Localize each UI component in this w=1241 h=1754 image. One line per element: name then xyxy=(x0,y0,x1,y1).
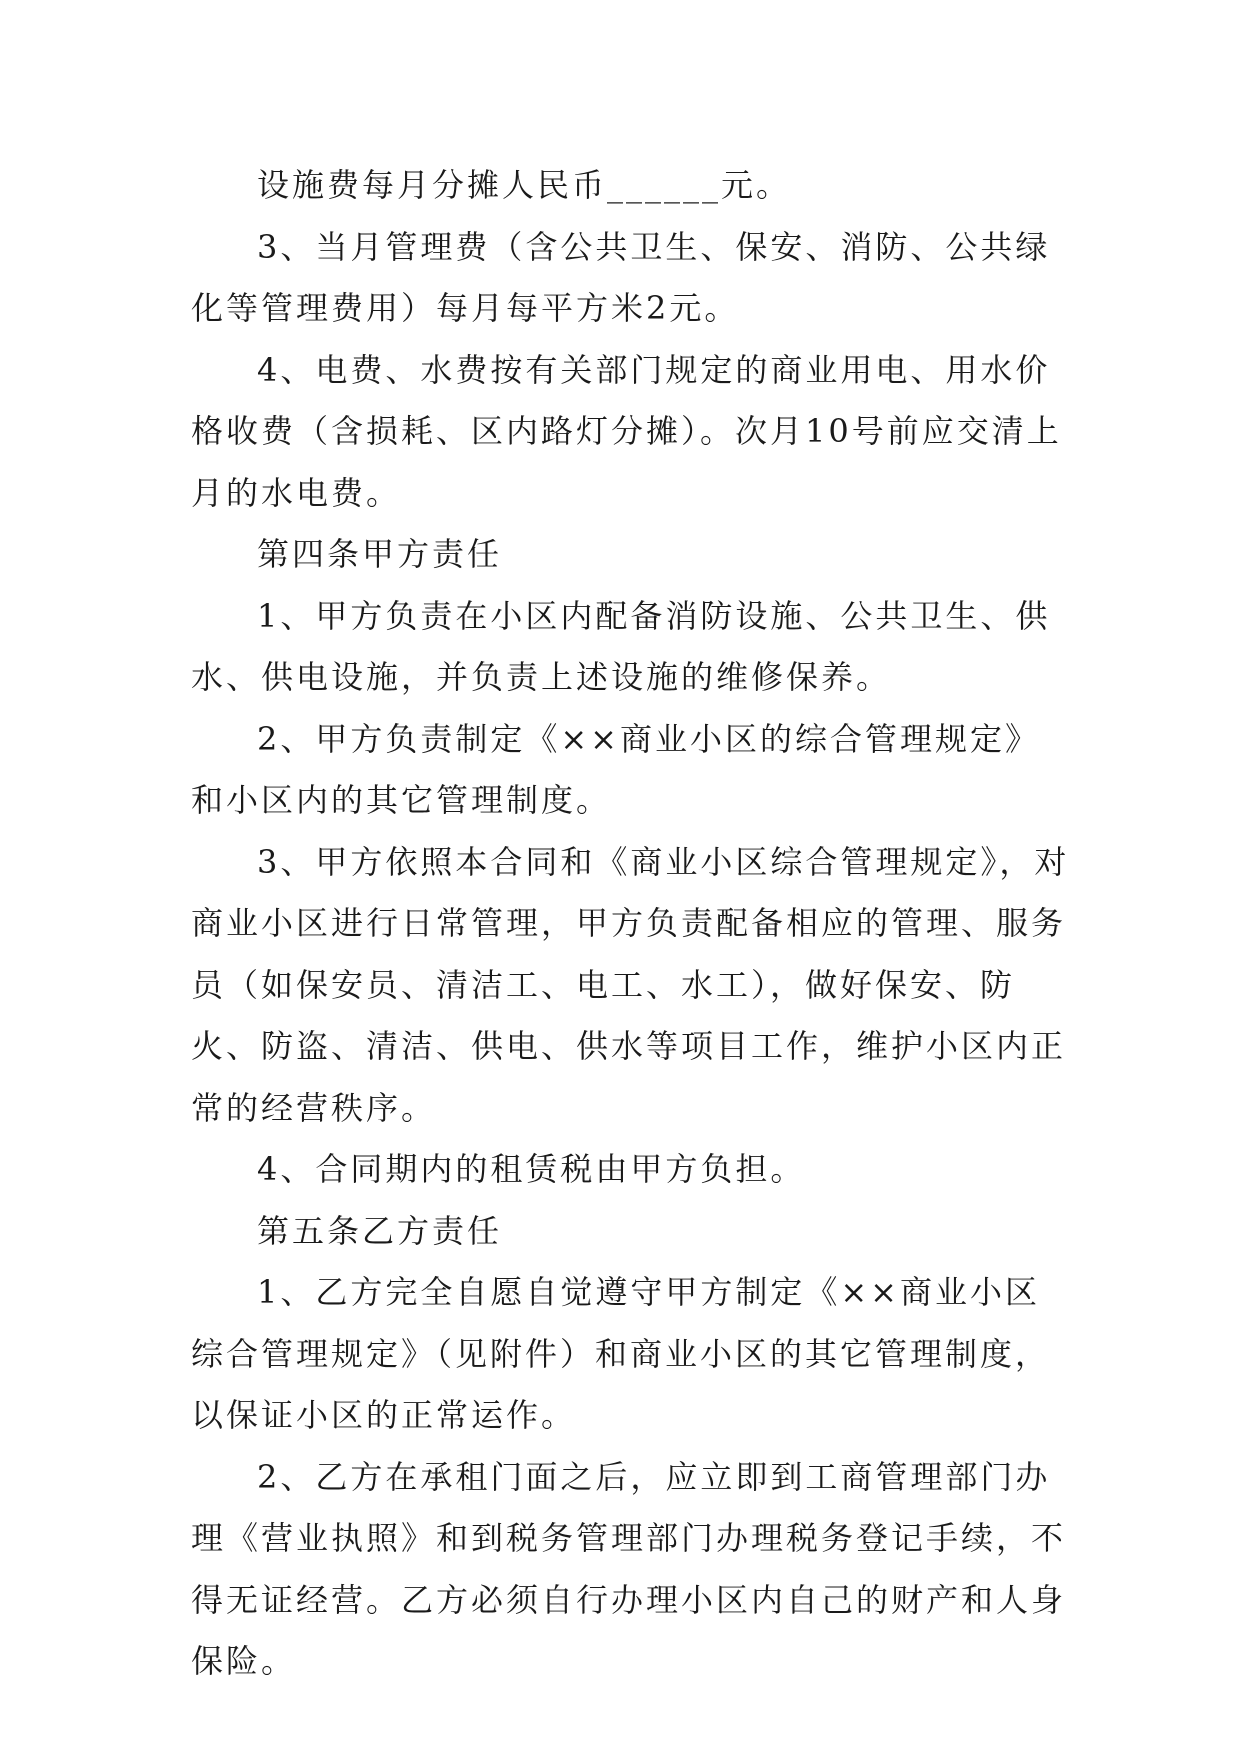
paragraph-party-b-item-2: 2、乙方在承租门面之后，应立即到工商管理部门办理《营业执照》和到税务管理部门办理税务登记手续，不得无证经营。乙方必须自行办理小区内自己的财产和人身保险。 xyxy=(191,1457,1067,1680)
paragraph-party-a-item-3: 3、甲方依照本合同和《商业小区综合管理规定》，对商业小区进行日常管理，甲方负责配备相应的管理、服务员（如保安员、清洁工、电工、水工），做好保安、防火、防盗、清洁、供电、供水等项目工作，维护小区内正常的经营秩序。 xyxy=(191,842,1070,1127)
section-heading-article-4: 第四条甲方责任 xyxy=(257,535,503,573)
paragraph-party-b-item-1: 1、乙方完全自愿自觉遵守甲方制定《××商业小区综合管理规定》（见附件）和商业小区的其它管理制度，以保证小区的正常运作。 xyxy=(191,1273,1051,1434)
paragraph-party-a-item-1: 1、甲方负责在小区内配备消防设施、公共卫生、供水、供电设施，并负责上述设施的维修保养。 xyxy=(191,596,1051,696)
paragraph-facility-fee: 设施费每月分摊人民币______元。 xyxy=(257,166,792,204)
paragraph-utility-fee: 4、电费、水费按有关部门规定的商业用电、用水价格收费（含损耗、区内路灯分摊）。次月10号前应交清上月的水电费。 xyxy=(191,350,1062,512)
paragraph-party-a-item-4: 4、合同期内的租赁税由甲方负担。 xyxy=(257,1150,806,1188)
paragraph-party-a-item-2: 2、甲方负责制定《××商业小区的综合管理规定》和小区内的其它管理制度。 xyxy=(191,719,1040,819)
paragraph-management-fee: 3、当月管理费（含公共卫生、保安、消防、公共绿化等管理费用）每月每平方米2元。 xyxy=(191,227,1051,327)
section-heading-article-5: 第五条乙方责任 xyxy=(257,1211,503,1250)
contract-body xyxy=(191,155,1071,1693)
